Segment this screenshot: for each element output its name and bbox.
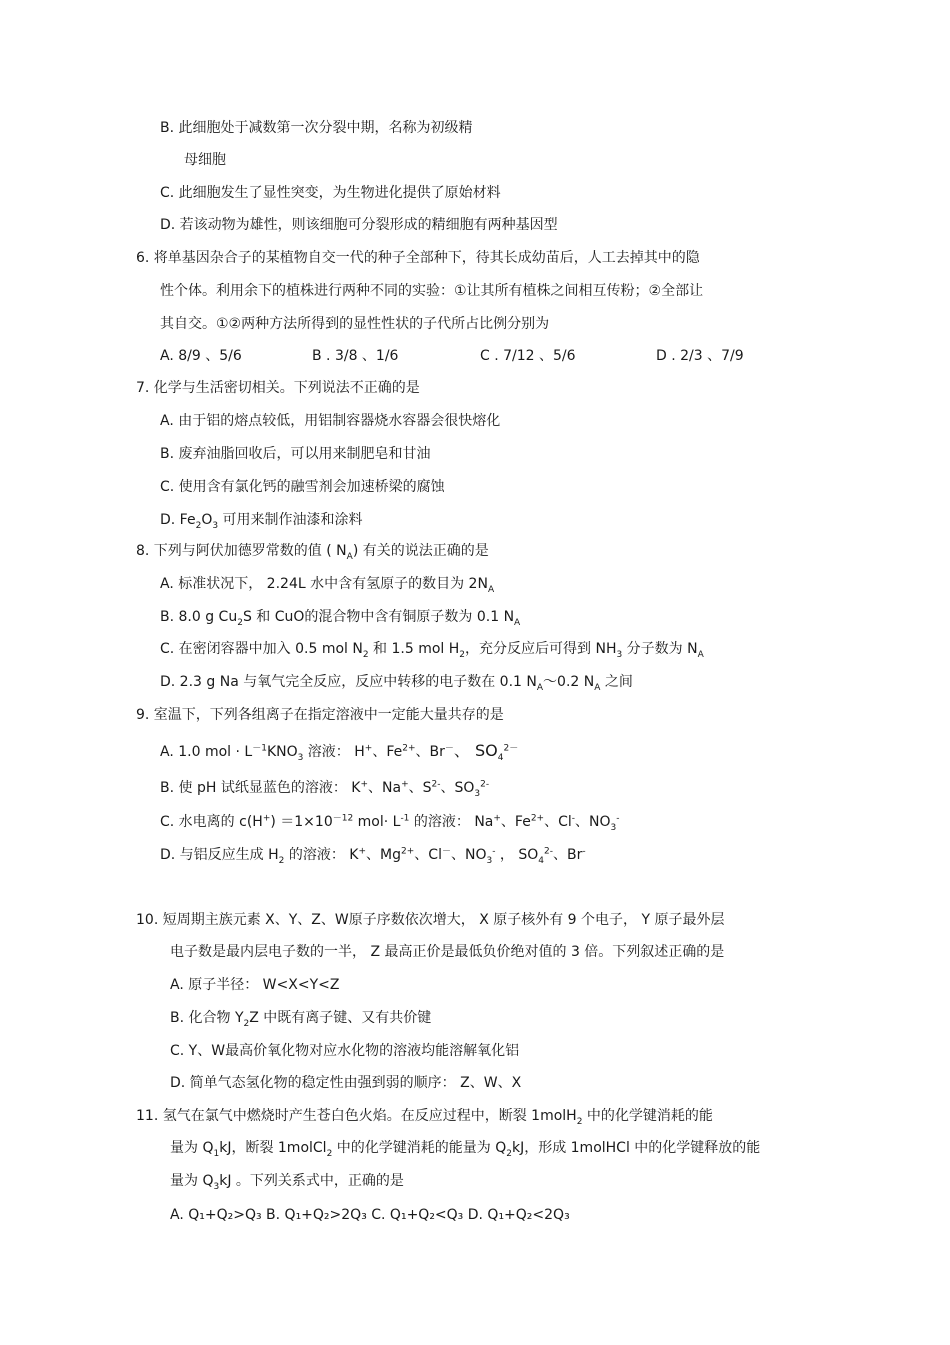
q5-option-d: D. 若该动物为雄性，则该细胞可分裂形成的精细胞有两种基因型	[160, 217, 558, 233]
q7-option-d: D. $Fe_2O_3$ 可用来制作油漆和涂料	[160, 512, 363, 531]
q6-options	[160, 346, 744, 366]
q6-stem-line2: 性个体。利用余下的植株进行两种不同的实验：①让其所有植株之间相互传粉；②全部让	[160, 283, 704, 299]
q5-option-b-line1: B. 此细胞处于减数第一次分裂中期，名称为初级精	[160, 120, 473, 136]
q9-stem: 9. 室温下，下列各组离子在指定溶液中一定能大量共存的是	[136, 707, 504, 723]
q11-stem-line3: 量为 $Q_3kJ$ 。下列关系式中，正确的是	[170, 1173, 404, 1192]
q6-option-d: D . 2/3 、7/9	[656, 348, 744, 364]
q11-options: A. Q₁+Q₂>Q₃ B. Q₁+Q₂>2Q₃ C. Q₁+Q₂<Q₃ D. Q₁+Q₂<2Q₃	[170, 1207, 570, 1223]
q7-option-b: B. 废弃油脂回收后，可以用来制肥皂和甘油	[160, 446, 431, 462]
q6-option-c: C . 7/12 、5/6	[480, 348, 576, 364]
q8-option-d: D. 2.3 g Na 与氧气完全反应，反应中转移的电子数在 0.1 $N_A\sim 0.2$ $N_A$ 之间	[160, 674, 633, 693]
q5-option-b-line2: 母细胞	[184, 152, 226, 168]
q11-stem-line2: 量为 $Q_1kJ$，断裂 1molCl$_2$ 中的化学键消耗的能量为 $Q_2kJ$，形成 1molHCl 中的化学键释放的能	[170, 1140, 761, 1159]
q6-option-b: B . 3/8 、1/6	[312, 348, 399, 364]
q7-option-a: A. 由于铝的熔点较低，用铝制容器烧水容器会很快熔化	[160, 413, 501, 429]
q8-option-a: A. 标准状况下， 2.24L 水中含有氢原子的数目为 $2N_A$	[160, 576, 495, 595]
q7-stem: 7. 化学与生活密切相关。下列说法不正确的是	[136, 380, 420, 396]
q9-option-c: C. 水电离的 $c(H^+) =1\times 10^{-12}$ $mol\cdot L^{-1}$ 的溶液： Na+、$Fe^{2+}$、Cl-、$NO_3^-$	[160, 813, 620, 833]
q9-option-d: D. 与铝反应生成 $H_2$ 的溶液： K+、$Mg^{2+}$、Cl－、$NO_3^-$ ， $SO_4^{2-}$、Br-	[160, 846, 586, 866]
q6-stem-line3: 其自交。①②两种方法所得到的显性性状的子代所占比例分别为	[160, 316, 550, 332]
q10-option-c: C. Y、W最高价氧化物对应水化物的溶液均能溶解氧化铝	[170, 1043, 520, 1059]
q10-option-d: D. 简单气态氢化物的稳定性由强到弱的顺序： Z、W、X	[170, 1075, 522, 1091]
q8-stem: 8. 下列与阿伏加德罗常数的值 ( $N_A$) 有关的说法正确的是	[136, 543, 489, 562]
q10-option-b: B. 化合物 $Y_2Z$ 中既有离子键、又有共价键	[170, 1010, 432, 1029]
q9-option-b: B. 使 pH 试纸显蓝色的溶液： K+、Na+、$S^{2-}$、$SO_3^{2-}$	[160, 779, 490, 799]
q8-option-b: B. 8.0 g $Cu_2S$ 和 CuO的混合物中含有铜原子数为 0.1 $N_A$	[160, 609, 521, 628]
q11-stem-line1: 11. 氢气在氯气中燃烧时产生苍白色火焰。在反应过程中，断裂 1molH$_2$ 中的化学键消耗的能	[136, 1108, 713, 1127]
q6-stem-line1: 6. 将单基因杂合子的某植物自交一代的种子全部种下，待其长成幼苗后，人工去掉其中的隐	[136, 250, 700, 266]
q8-option-c: C. 在密闭容器中加入 0.5 mol $N_2$ 和 1.5 mol $H_2$，充分反应后可得到 $NH_3$ 分子数为 $N_A$	[160, 641, 704, 660]
q5-option-c: C. 此细胞发生了显性突变，为生物进化提供了原始材料	[160, 185, 501, 201]
q10-option-a: A. 原子半径： W<X<Y<Z	[170, 977, 340, 993]
q10-stem-line1: 10. 短周期主族元素 X、Y、Z、W原子序数依次增大， X 原子核外有 9 个电子， Y 原子最外层	[136, 912, 725, 928]
q10-stem-line2: 电子数是最内层电子数的一半， Z 最高正价是最低负价绝对值的 3 倍。下列叙述正确的是	[170, 944, 725, 960]
q7-option-c: C. 使用含有氯化钙的融雪剂会加速桥梁的腐蚀	[160, 479, 445, 495]
q9-option-a: A. 1.0 mol · $L^{-1}KNO_3$ 溶液： H+、$Fe^{2+}$、Br－、 $SO_4^{2-}$	[160, 741, 519, 763]
q6-option-a: A. 8/9 、5/6	[160, 348, 242, 364]
